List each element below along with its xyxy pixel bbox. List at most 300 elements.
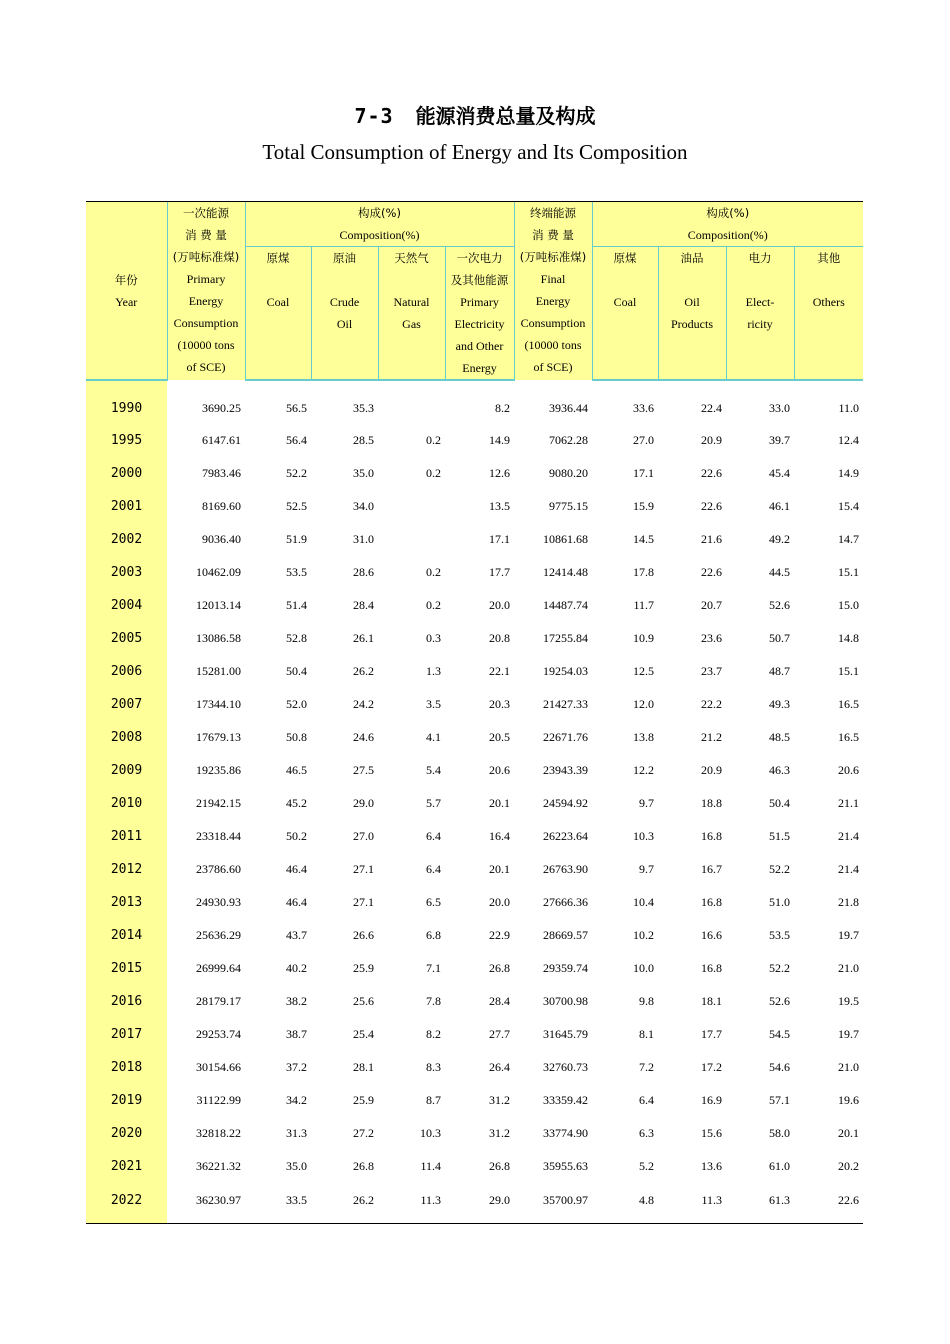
year-cell: 2022 bbox=[86, 1183, 167, 1224]
value-cell: 26223.64 bbox=[543, 829, 588, 843]
value-cell: 46.5 bbox=[286, 763, 307, 777]
value-cell: 17255.84 bbox=[543, 631, 588, 645]
value-cell: 10462.09 bbox=[196, 565, 241, 579]
value-cell: 21.6 bbox=[701, 532, 722, 546]
value-cell: 34.2 bbox=[286, 1093, 307, 1107]
value-cell: 9080.20 bbox=[549, 466, 588, 480]
value-cell: 21427.33 bbox=[543, 697, 588, 711]
value-cell: 52.2 bbox=[769, 862, 790, 876]
value-cell: 19.7 bbox=[838, 1027, 859, 1041]
value-cell: 37.2 bbox=[286, 1060, 307, 1074]
value-cell: 20.8 bbox=[489, 631, 510, 645]
value-cell: 34.0 bbox=[353, 499, 374, 513]
value-cell: 8.1 bbox=[639, 1027, 654, 1041]
value-cell: 29.0 bbox=[353, 796, 374, 810]
value-cell: 19.6 bbox=[838, 1093, 859, 1107]
value-cell: 3936.44 bbox=[549, 400, 588, 415]
value-cell: 12.6 bbox=[489, 466, 510, 480]
value-cell: 12.0 bbox=[633, 697, 654, 711]
value-cell: 38.2 bbox=[286, 994, 307, 1008]
value-cell: 13.8 bbox=[633, 730, 654, 744]
value-cell: 21.8 bbox=[838, 895, 859, 909]
table-row bbox=[86, 1084, 863, 1117]
value-cell: 17344.10 bbox=[196, 697, 241, 711]
value-cell: 52.5 bbox=[286, 499, 307, 513]
year-cell: 2014 bbox=[86, 919, 167, 952]
value-cell: 14.9 bbox=[838, 466, 859, 480]
value-cell: 27.2 bbox=[353, 1126, 374, 1140]
value-cell: 14.9 bbox=[489, 433, 510, 447]
value-cell: 33.6 bbox=[633, 401, 654, 415]
value-cell: 26.4 bbox=[489, 1060, 510, 1074]
value-cell: 52.6 bbox=[769, 598, 790, 612]
value-cell: 14.7 bbox=[838, 532, 859, 546]
value-cell: 12.5 bbox=[633, 664, 654, 678]
table-row bbox=[86, 787, 863, 820]
year-cell: 2016 bbox=[86, 985, 167, 1018]
value-cell: 21.4 bbox=[838, 829, 859, 843]
value-cell: 7062.28 bbox=[549, 433, 588, 447]
value-cell: 15.4 bbox=[838, 499, 859, 513]
value-cell: 50.4 bbox=[286, 664, 307, 678]
table-row bbox=[86, 589, 863, 622]
year-cell: 2002 bbox=[86, 523, 167, 556]
table-row bbox=[86, 919, 863, 952]
value-cell: 9.7 bbox=[639, 796, 654, 810]
table-row bbox=[86, 1183, 863, 1224]
value-cell: 30700.98 bbox=[543, 994, 588, 1008]
value-cell: 7983.46 bbox=[202, 466, 241, 480]
value-cell bbox=[378, 380, 445, 424]
value-cell: 16.5 bbox=[838, 697, 859, 711]
table-row bbox=[86, 853, 863, 886]
value-cell: 36221.32 bbox=[196, 1159, 241, 1173]
value-cell: 25.4 bbox=[353, 1027, 374, 1041]
value-cell: 4.8 bbox=[592, 1183, 658, 1224]
value-cell: 28.6 bbox=[353, 565, 374, 579]
value-cell: 11.4 bbox=[420, 1159, 441, 1173]
primary-electricity-header: 一次电力 及其他能源 Primary Electricity and Other Energy bbox=[445, 247, 514, 381]
value-cell: 16.4 bbox=[489, 829, 510, 843]
value-cell: 0.2 bbox=[426, 433, 441, 447]
value-cell: 38.7 bbox=[286, 1027, 307, 1041]
value-cell: 10.3 bbox=[420, 1126, 441, 1140]
value-cell: 35.0 bbox=[286, 1159, 307, 1173]
value-cell: 21.0 bbox=[838, 961, 859, 975]
value-cell: 5.4 bbox=[426, 763, 441, 777]
value-cell: 17.7 bbox=[701, 1027, 722, 1041]
value-cell: 27666.36 bbox=[543, 895, 588, 909]
value-cell: 32760.73 bbox=[543, 1060, 588, 1074]
year-cell: 2005 bbox=[86, 622, 167, 655]
value-cell: 43.7 bbox=[286, 928, 307, 942]
value-cell: 48.5 bbox=[769, 730, 790, 744]
table-row bbox=[86, 985, 863, 1018]
value-cell: 53.5 bbox=[286, 565, 307, 579]
final-total-header: 终端能源 消 费 量 (万吨标准煤) Final Energy Consumption (10000 tons of SCE) bbox=[514, 202, 592, 381]
year-header: 年份 Year bbox=[86, 202, 167, 381]
year-cell: 2020 bbox=[86, 1117, 167, 1150]
value-cell: 16.8 bbox=[701, 895, 722, 909]
year-cell: 2008 bbox=[86, 721, 167, 754]
value-cell: 44.5 bbox=[769, 565, 790, 579]
page-title-chinese bbox=[0, 100, 950, 129]
value-cell: 61.3 bbox=[726, 1183, 794, 1224]
value-cell: 30154.66 bbox=[196, 1060, 241, 1074]
year-cell: 2001 bbox=[86, 490, 167, 523]
value-cell: 14.8 bbox=[838, 631, 859, 645]
value-cell: 0.2 bbox=[426, 565, 441, 579]
value-cell: 9036.40 bbox=[202, 532, 241, 546]
value-cell: 21.0 bbox=[838, 1060, 859, 1074]
value-cell: 35700.97 bbox=[514, 1183, 592, 1224]
value-cell: 31.2 bbox=[489, 1093, 510, 1107]
value-cell: 61.0 bbox=[769, 1159, 790, 1173]
table-row bbox=[86, 1117, 863, 1150]
value-cell: 29.0 bbox=[445, 1183, 514, 1224]
value-cell: 11.3 bbox=[658, 1183, 726, 1224]
value-cell: 56.4 bbox=[286, 433, 307, 447]
value-cell: 0.2 bbox=[426, 466, 441, 480]
value-cell: 28179.17 bbox=[196, 994, 241, 1008]
table-row bbox=[86, 556, 863, 589]
year-cell: 2019 bbox=[86, 1084, 167, 1117]
year-cell: 1990 bbox=[86, 380, 167, 424]
others-header: 其他 Others bbox=[794, 247, 863, 381]
value-cell: 15.9 bbox=[633, 499, 654, 513]
value-cell: 45.4 bbox=[769, 466, 790, 480]
value-cell: 22.6 bbox=[794, 1183, 863, 1224]
value-cell: 21.2 bbox=[701, 730, 722, 744]
value-cell: 6.5 bbox=[426, 895, 441, 909]
value-cell: 4.1 bbox=[426, 730, 441, 744]
value-cell: 26.2 bbox=[311, 1183, 378, 1224]
year-cell: 2004 bbox=[86, 589, 167, 622]
value-cell: 35.3 bbox=[353, 401, 374, 415]
value-cell: 16.6 bbox=[701, 928, 722, 942]
value-cell: 58.0 bbox=[769, 1126, 790, 1140]
year-cell: 2021 bbox=[86, 1150, 167, 1183]
value-cell: 52.2 bbox=[769, 961, 790, 975]
electricity-header: 电力 Elect- ricity bbox=[726, 247, 794, 381]
value-cell: 19254.03 bbox=[543, 664, 588, 678]
value-cell: 17.7 bbox=[489, 565, 510, 579]
table-row bbox=[86, 490, 863, 523]
value-cell: 17679.13 bbox=[196, 730, 241, 744]
value-cell: 20.1 bbox=[838, 1126, 859, 1140]
table-number: 7-3 bbox=[354, 104, 394, 128]
value-cell: 26.8 bbox=[353, 1159, 374, 1173]
value-cell: 52.6 bbox=[769, 994, 790, 1008]
value-cell: 5.7 bbox=[426, 796, 441, 810]
table-row bbox=[86, 380, 863, 424]
value-cell: 14.5 bbox=[633, 532, 654, 546]
table-row bbox=[86, 754, 863, 787]
value-cell: 35955.63 bbox=[543, 1159, 588, 1173]
value-cell: 26.8 bbox=[489, 961, 510, 975]
value-cell: 20.5 bbox=[489, 730, 510, 744]
value-cell: 24.6 bbox=[353, 730, 374, 744]
coal-final-header: 原煤 Coal bbox=[592, 247, 658, 381]
value-cell: 12.2 bbox=[633, 763, 654, 777]
value-cell: 26763.90 bbox=[543, 862, 588, 876]
year-cell: 2015 bbox=[86, 952, 167, 985]
value-cell: 15.0 bbox=[838, 598, 859, 612]
value-cell: 21.4 bbox=[838, 862, 859, 876]
value-cell: 0.3 bbox=[426, 631, 441, 645]
value-cell: 26.6 bbox=[353, 928, 374, 942]
value-cell: 6.4 bbox=[426, 829, 441, 843]
value-cell: 33359.42 bbox=[543, 1093, 588, 1107]
value-cell: 26999.64 bbox=[196, 961, 241, 975]
value-cell: 8.2 bbox=[426, 1027, 441, 1041]
value-cell: 20.2 bbox=[838, 1159, 859, 1173]
value-cell: 12.4 bbox=[838, 433, 859, 447]
value-cell: 15281.00 bbox=[196, 664, 241, 678]
value-cell: 57.1 bbox=[769, 1093, 790, 1107]
value-cell: 20.0 bbox=[489, 598, 510, 612]
value-cell: 26.8 bbox=[489, 1159, 510, 1173]
year-cell: 2006 bbox=[86, 655, 167, 688]
value-cell: 3690.25 bbox=[202, 400, 241, 415]
value-cell: 28.4 bbox=[353, 598, 374, 612]
value-cell: 25.9 bbox=[353, 1093, 374, 1107]
table-row bbox=[86, 622, 863, 655]
value-cell: 26.1 bbox=[353, 631, 374, 645]
value-cell: 51.4 bbox=[286, 598, 307, 612]
value-cell: 0.2 bbox=[426, 598, 441, 612]
value-cell: 20.9 bbox=[701, 433, 722, 447]
year-cell: 2013 bbox=[86, 886, 167, 919]
value-cell: 7.8 bbox=[426, 994, 441, 1008]
value-cell bbox=[378, 523, 445, 556]
value-cell: 31645.79 bbox=[543, 1027, 588, 1041]
year-cell: 2017 bbox=[86, 1018, 167, 1051]
value-cell: 19.7 bbox=[838, 928, 859, 942]
year-cell: 2009 bbox=[86, 754, 167, 787]
value-cell: 22.9 bbox=[489, 928, 510, 942]
value-cell: 17.1 bbox=[633, 466, 654, 480]
value-cell: 15.1 bbox=[838, 664, 859, 678]
value-cell: 52.8 bbox=[286, 631, 307, 645]
value-cell: 12013.14 bbox=[196, 598, 241, 612]
table-row bbox=[86, 1018, 863, 1051]
year-cell: 2012 bbox=[86, 853, 167, 886]
value-cell: 29253.74 bbox=[196, 1027, 241, 1041]
value-cell: 20.6 bbox=[838, 763, 859, 777]
value-cell: 13.5 bbox=[489, 499, 510, 513]
crude-oil-header: 原油 Crude Oil bbox=[311, 247, 378, 381]
table-row bbox=[86, 1150, 863, 1183]
value-cell: 9.7 bbox=[639, 862, 654, 876]
value-cell: 20.0 bbox=[489, 895, 510, 909]
value-cell: 27.5 bbox=[353, 763, 374, 777]
value-cell: 50.7 bbox=[769, 631, 790, 645]
value-cell: 21.1 bbox=[838, 796, 859, 810]
value-cell: 53.5 bbox=[769, 928, 790, 942]
value-cell: 6.3 bbox=[639, 1126, 654, 1140]
value-cell: 14487.74 bbox=[543, 598, 588, 612]
value-cell: 7.2 bbox=[639, 1060, 654, 1074]
value-cell: 20.3 bbox=[489, 697, 510, 711]
table-body bbox=[86, 380, 863, 1224]
table-row bbox=[86, 523, 863, 556]
value-cell: 20.1 bbox=[489, 796, 510, 810]
value-cell: 22.6 bbox=[701, 565, 722, 579]
value-cell: 6.4 bbox=[426, 862, 441, 876]
value-cell: 45.2 bbox=[286, 796, 307, 810]
value-cell: 23.7 bbox=[701, 664, 722, 678]
value-cell: 46.3 bbox=[769, 763, 790, 777]
value-cell: 16.5 bbox=[838, 730, 859, 744]
value-cell: 22.6 bbox=[701, 499, 722, 513]
table-row bbox=[86, 655, 863, 688]
year-cell: 2011 bbox=[86, 820, 167, 853]
value-cell: 51.0 bbox=[769, 895, 790, 909]
value-cell: 28.1 bbox=[353, 1060, 374, 1074]
value-cell: 46.4 bbox=[286, 895, 307, 909]
value-cell: 33.0 bbox=[769, 401, 790, 415]
value-cell: 31.0 bbox=[353, 532, 374, 546]
table-row bbox=[86, 886, 863, 919]
value-cell: 17.8 bbox=[633, 565, 654, 579]
value-cell: 56.5 bbox=[286, 401, 307, 415]
value-cell: 28.4 bbox=[489, 994, 510, 1008]
value-cell: 11.3 bbox=[378, 1183, 445, 1224]
value-cell: 13086.58 bbox=[196, 631, 241, 645]
value-cell: 31.2 bbox=[489, 1126, 510, 1140]
value-cell: 18.1 bbox=[701, 994, 722, 1008]
value-cell: 25.9 bbox=[353, 961, 374, 975]
value-cell: 16.9 bbox=[701, 1093, 722, 1107]
value-cell: 51.9 bbox=[286, 532, 307, 546]
value-cell: 50.2 bbox=[286, 829, 307, 843]
value-cell: 52.0 bbox=[286, 697, 307, 711]
value-cell: 23943.39 bbox=[543, 763, 588, 777]
value-cell: 8.7 bbox=[426, 1093, 441, 1107]
value-cell: 52.2 bbox=[286, 466, 307, 480]
value-cell: 32818.22 bbox=[196, 1126, 241, 1140]
value-cell: 21942.15 bbox=[196, 796, 241, 810]
value-cell: 22.2 bbox=[701, 697, 722, 711]
value-cell: 10.4 bbox=[633, 895, 654, 909]
value-cell: 16.7 bbox=[701, 862, 722, 876]
value-cell: 19.5 bbox=[838, 994, 859, 1008]
value-cell: 9.8 bbox=[639, 994, 654, 1008]
value-cell: 11.7 bbox=[633, 598, 654, 612]
value-cell: 28.5 bbox=[353, 433, 374, 447]
value-cell: 29359.74 bbox=[543, 961, 588, 975]
value-cell: 28669.57 bbox=[543, 928, 588, 942]
table-row bbox=[86, 721, 863, 754]
value-cell: 31.3 bbox=[286, 1126, 307, 1140]
year-cell: 2000 bbox=[86, 457, 167, 490]
value-cell: 9775.15 bbox=[549, 499, 588, 513]
natural-gas-header: 天然气 Natural Gas bbox=[378, 247, 445, 381]
value-cell: 17.2 bbox=[701, 1060, 722, 1074]
value-cell: 6.4 bbox=[639, 1093, 654, 1107]
value-cell: 54.6 bbox=[769, 1060, 790, 1074]
year-cell: 2007 bbox=[86, 688, 167, 721]
value-cell: 6.8 bbox=[426, 928, 441, 942]
value-cell: 10.0 bbox=[633, 961, 654, 975]
value-cell: 3.5 bbox=[426, 697, 441, 711]
value-cell: 5.2 bbox=[639, 1159, 654, 1173]
value-cell: 16.8 bbox=[701, 829, 722, 843]
value-cell: 10.2 bbox=[633, 928, 654, 942]
year-cell: 1995 bbox=[86, 424, 167, 457]
value-cell: 22.4 bbox=[701, 401, 722, 415]
title-chinese-text: 能源消费总量及构成 bbox=[415, 104, 596, 128]
energy-consumption-table bbox=[86, 201, 863, 1224]
table-row bbox=[86, 952, 863, 985]
value-cell: 51.5 bbox=[769, 829, 790, 843]
oil-products-header: 油品 Oil Products bbox=[658, 247, 726, 381]
value-cell: 16.8 bbox=[701, 961, 722, 975]
value-cell: 20.1 bbox=[489, 862, 510, 876]
final-composition-header: 构成(%) Composition(%) bbox=[592, 202, 863, 247]
value-cell: 40.2 bbox=[286, 961, 307, 975]
value-cell: 17.1 bbox=[489, 532, 510, 546]
value-cell: 20.6 bbox=[489, 763, 510, 777]
value-cell: 33.5 bbox=[245, 1183, 311, 1224]
value-cell: 25.6 bbox=[353, 994, 374, 1008]
value-cell: 50.4 bbox=[769, 796, 790, 810]
value-cell: 10861.68 bbox=[543, 532, 588, 546]
value-cell: 25636.29 bbox=[196, 928, 241, 942]
page-title-english: Total Consumption of Energy and Its Composition bbox=[262, 140, 688, 164]
value-cell bbox=[378, 490, 445, 523]
year-cell: 2018 bbox=[86, 1051, 167, 1084]
value-cell: 22671.76 bbox=[543, 730, 588, 744]
value-cell: 1.3 bbox=[426, 664, 441, 678]
coal-primary-header: 原煤 Coal bbox=[245, 247, 311, 381]
year-cell: 2010 bbox=[86, 787, 167, 820]
value-cell: 49.2 bbox=[769, 532, 790, 546]
value-cell: 22.1 bbox=[489, 664, 510, 678]
value-cell: 18.8 bbox=[701, 796, 722, 810]
value-cell: 27.0 bbox=[353, 829, 374, 843]
primary-composition-header: 构成(%) Composition(%) bbox=[245, 202, 514, 247]
table-row bbox=[86, 820, 863, 853]
value-cell: 12414.48 bbox=[543, 565, 588, 579]
value-cell: 8.2 bbox=[495, 401, 510, 415]
value-cell: 6147.61 bbox=[202, 433, 241, 447]
value-cell: 8.3 bbox=[426, 1060, 441, 1074]
value-cell: 23318.44 bbox=[196, 829, 241, 843]
value-cell: 54.5 bbox=[769, 1027, 790, 1041]
value-cell: 24594.92 bbox=[543, 796, 588, 810]
value-cell: 31122.99 bbox=[196, 1093, 241, 1107]
value-cell: 46.4 bbox=[286, 862, 307, 876]
value-cell: 11.0 bbox=[838, 401, 859, 415]
value-cell: 27.1 bbox=[353, 862, 374, 876]
value-cell: 20.9 bbox=[701, 763, 722, 777]
table-row bbox=[86, 457, 863, 490]
value-cell: 49.3 bbox=[769, 697, 790, 711]
value-cell: 24.2 bbox=[353, 697, 374, 711]
value-cell: 48.7 bbox=[769, 664, 790, 678]
value-cell: 8169.60 bbox=[202, 499, 241, 513]
table-row bbox=[86, 1051, 863, 1084]
value-cell: 36230.97 bbox=[167, 1183, 245, 1224]
value-cell: 27.0 bbox=[633, 433, 654, 447]
value-cell: 19235.86 bbox=[196, 763, 241, 777]
value-cell: 26.2 bbox=[353, 664, 374, 678]
value-cell: 24930.93 bbox=[196, 895, 241, 909]
value-cell: 10.9 bbox=[633, 631, 654, 645]
table-row bbox=[86, 688, 863, 721]
